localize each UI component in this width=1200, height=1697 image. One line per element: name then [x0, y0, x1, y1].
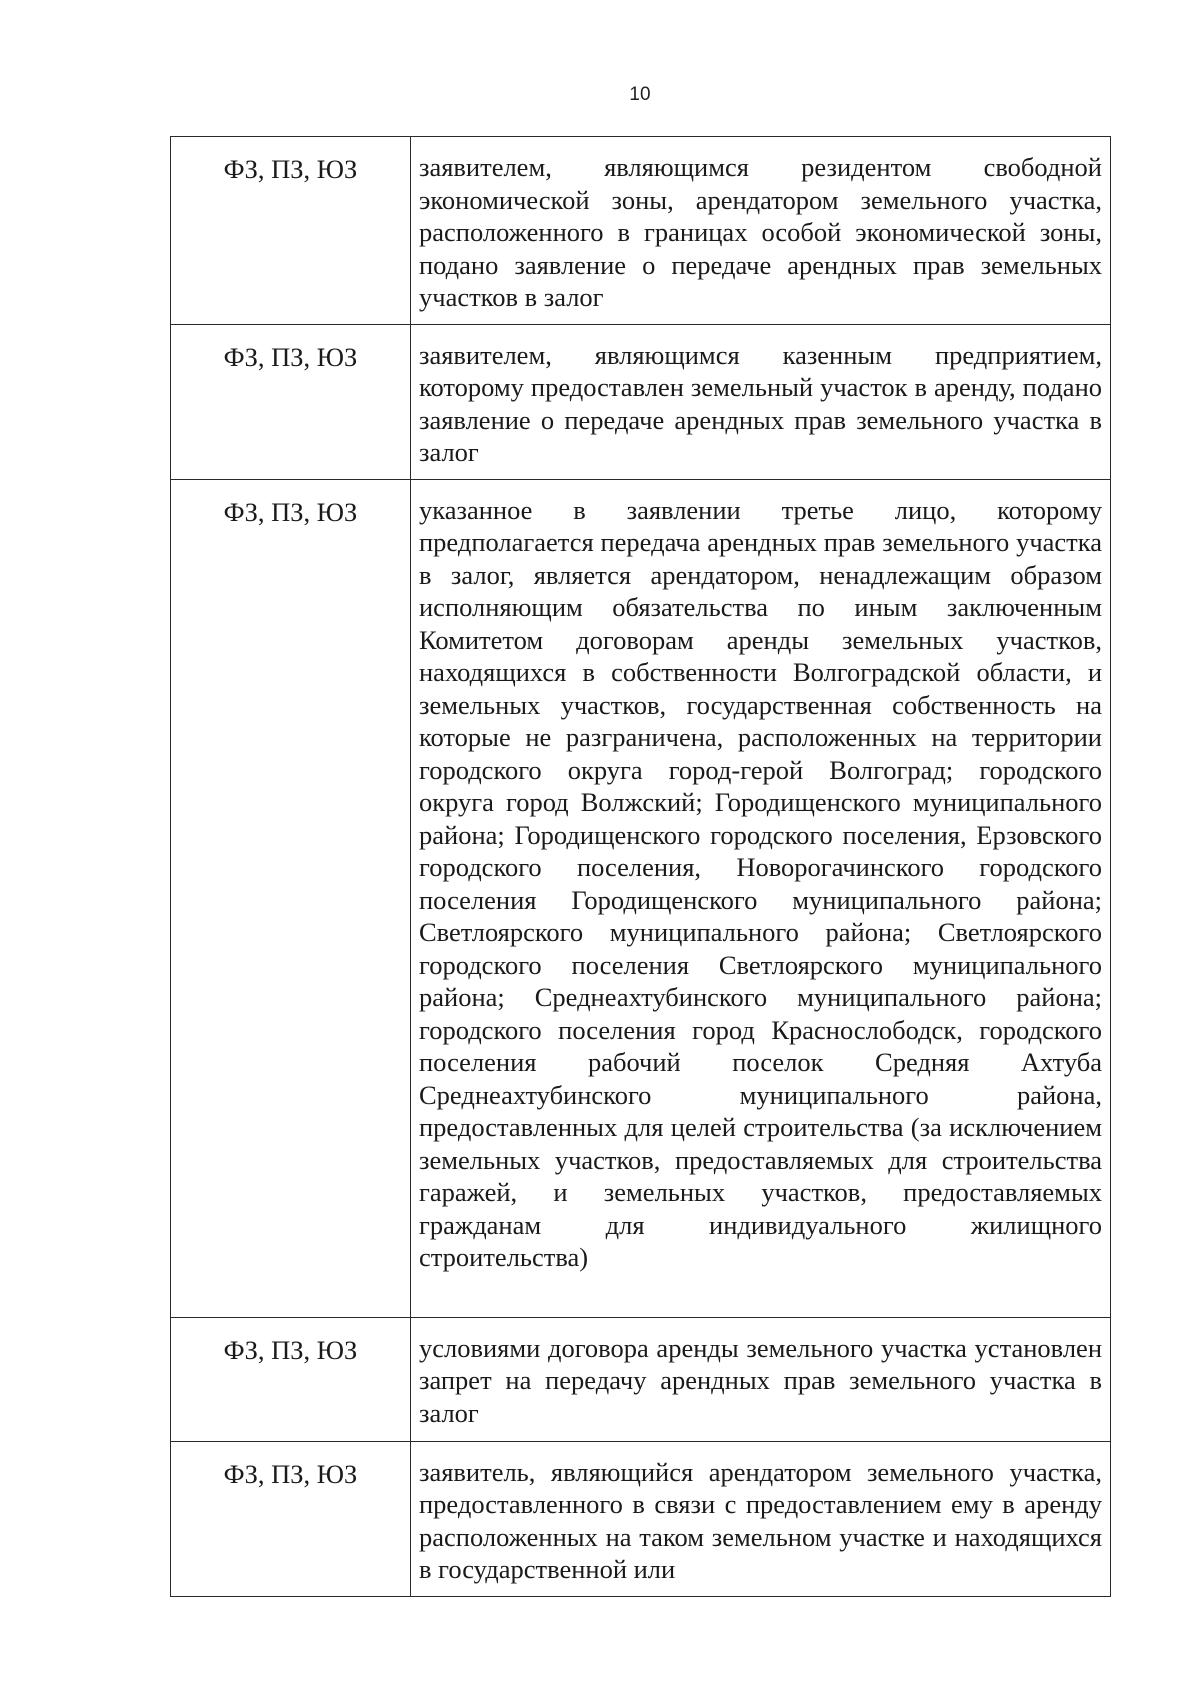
condition-text-cell: указанное в заявлении третье лицо, которому предполагается передача арендных прав земельного участка в залог, является арендатором, ненадлежащим образом исполняющим обязательства по иным заключенным Комитетом договорам аренды земельных участков, находящихся в собственности Волгоградской области, и земельных участков, государственная собственность на которые не разграничена, расположенных на территории городского округа город-герой Волгоград; городского округа город Волжский; Городищенского муниципального района; Городищенского городского поселения, Ерзовского городского поселения, Новорогачинского городского поселения Городищенского муниципального района; Светлоярского муниципального района; Светлоярского городского поселения Светлоярского муниципального района; Среднеахтубинского муниципального района; городского поселения город Краснослободск, городского поселения рабочий поселок Средняя Ахтуба Среднеахтубинского муниципального района, предоставленных для целей строительства (за исключением земельных участков, предоставляемых для строительства гаражей, и земельных участков, предоставляемых гражданам для индивидуального жилищного строительства) [411, 479, 1111, 1317]
zones-cell: ФЗ, ПЗ, ЮЗ [171, 324, 411, 479]
condition-text-cell: заявителем, являющимся казенным предприятием, которому предоставлен земельный участок в аренду, подано заявление о передаче арендных прав земельного участка в залог [411, 324, 1111, 479]
table-row [171, 1441, 1111, 1596]
condition-text-cell: условиями договора аренды земельного участка установлен запрет на передачу арендных прав земельного участка в залог [411, 1317, 1111, 1441]
table-row [171, 1317, 1111, 1441]
zones-cell: ФЗ, ПЗ, ЮЗ [171, 1317, 411, 1441]
conditions-table [170, 136, 1111, 1597]
table-row [171, 324, 1111, 479]
condition-text-cell: заявителем, являющимся резидентом свободной экономической зоны, арендатором земельного участка, расположенного в границах особой экономической зоны, подано заявление о передаче арендных прав земельных участков в залог [411, 137, 1111, 325]
page-number: 10 [629, 84, 651, 105]
condition-text-cell: заявитель, являющийся арендатором земельного участка, предоставленного в связи с предоставлением ему в аренду расположенных на таком земельном участке и находящихся в государственной или [411, 1441, 1111, 1596]
table-row [171, 137, 1111, 325]
zones-cell: ФЗ, ПЗ, ЮЗ [171, 1441, 411, 1596]
table-row [171, 479, 1111, 1317]
zones-cell: ФЗ, ПЗ, ЮЗ [171, 137, 411, 325]
zones-cell: ФЗ, ПЗ, ЮЗ [171, 479, 411, 1317]
